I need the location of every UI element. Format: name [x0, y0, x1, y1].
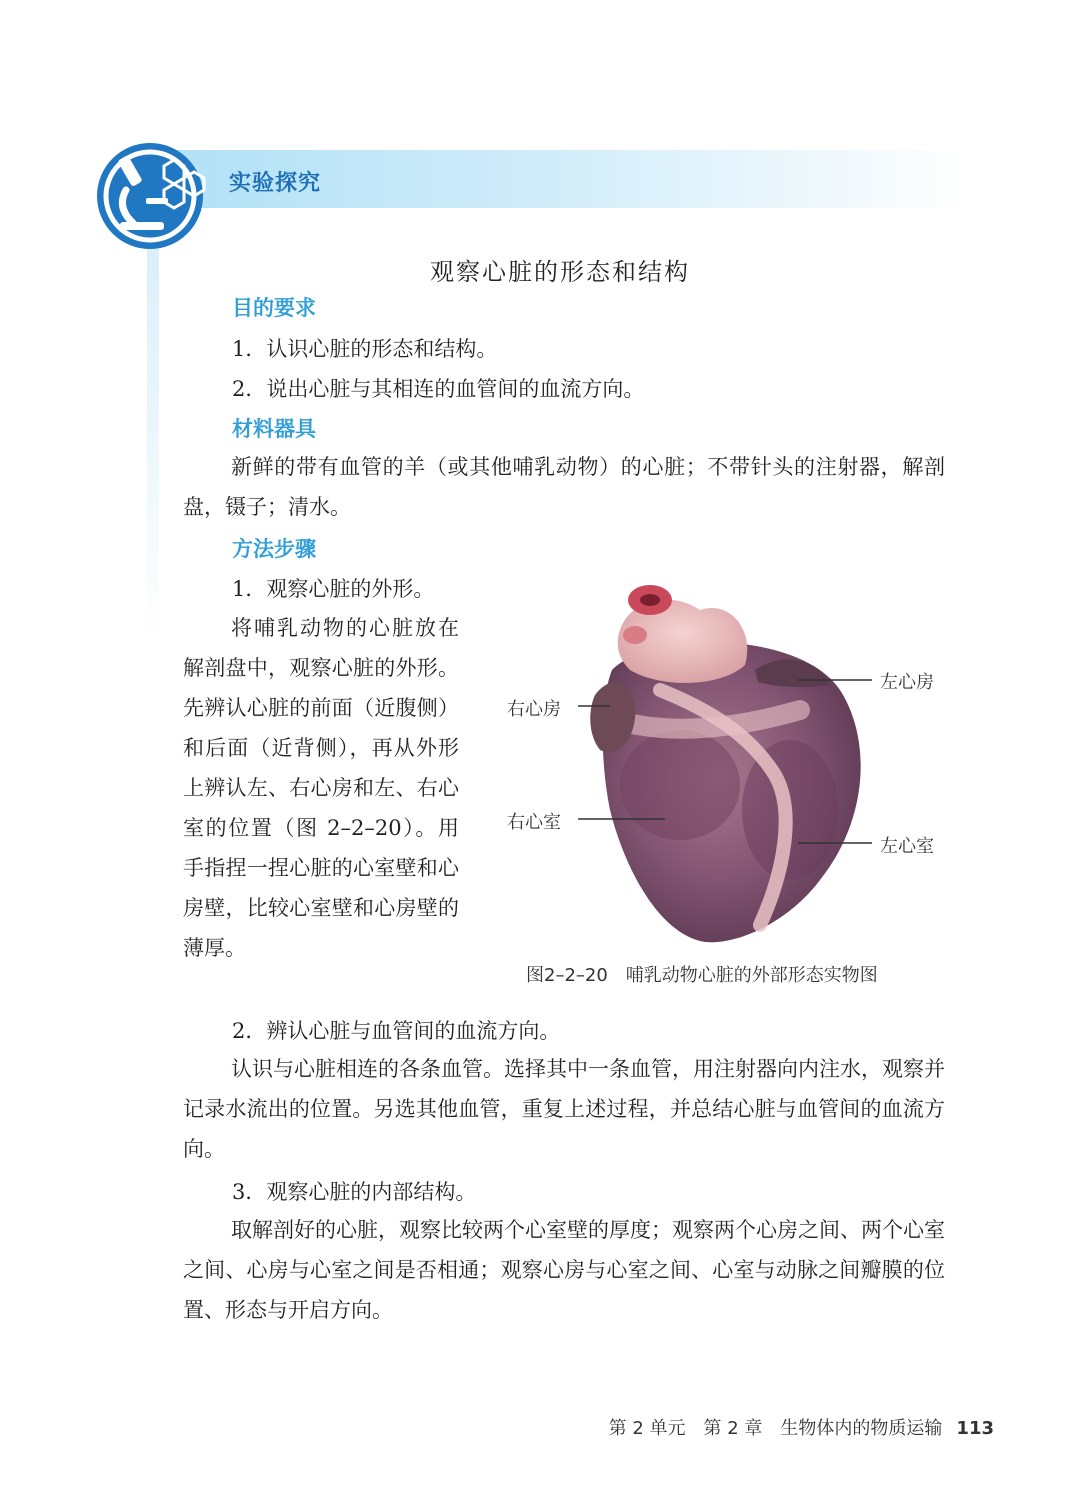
footer-chapter-title: 生物体内的物质运输 [780, 1418, 943, 1439]
label-left-atrium: 左心房 [880, 672, 934, 693]
page-footer [609, 1414, 994, 1440]
page-title: 观察心脏的形态和结构 [430, 258, 690, 286]
method-heading: 方法步骤 [232, 537, 316, 561]
microscope-molecule-icon [94, 138, 212, 250]
step1-title: 1．观察心脏的外形。 [232, 577, 435, 601]
purpose-item-1: 1．认识心脏的形态和结构。 [232, 337, 498, 361]
step2-title: 2．辨认心脏与血管间的血流方向。 [232, 1019, 561, 1043]
banner-label: 实验探究 [229, 171, 322, 196]
step3-title: 3．观察心脏的内部结构。 [232, 1180, 477, 1204]
page-number: 113 [956, 1418, 994, 1439]
label-left-ventricle: 左心室 [880, 836, 934, 857]
footer-unit: 第 2 单元 [608, 1418, 686, 1439]
label-right-atrium: 右心房 [507, 699, 561, 720]
materials-heading: 材料器具 [232, 417, 316, 441]
heart-photo [500, 570, 960, 950]
step2-text: 认识与心脏相连的各条血管。选择其中一条血管，用注射器向内注水，观察并记录水流出的位置。另选其他血管，重复上述过程，并总结心脏与血管间的血流方向。 [183, 1057, 945, 1161]
materials-text: 新鲜的带有血管的羊（或其他哺乳动物）的心脏；不带针头的注射器，解剖盘，镊子；清水。 [183, 455, 945, 519]
step1-text: 将哺乳动物的心脏放在解剖盘中，观察心脏的外形。先辨认心脏的前面（近腹侧）和后面（近背侧），再从外形上辨认左、右心房和左、右心室的位置（图 2–2–20）。用手指捏一捏心脏的心室壁和心房壁，比较心室壁和心房壁的薄厚。 [183, 616, 459, 960]
figure-caption: 图2–2–20 哺乳动物心脏的外部形态实物图 [526, 965, 878, 986]
footer-chapter: 第 2 章 [703, 1418, 763, 1439]
purpose-heading: 目的要求 [232, 296, 316, 320]
label-right-ventricle: 右心室 [507, 812, 561, 833]
step3-text: 取解剖好的心脏，观察比较两个心室壁的厚度；观察两个心房之间、两个心室之间、心房与心室之间是否相通；观察心房与心室之间、心室与动脉之间瓣膜的位置、形态与开启方向。 [183, 1218, 945, 1322]
purpose-item-2: 2．说出心脏与其相连的血管间的血流方向。 [232, 377, 645, 401]
